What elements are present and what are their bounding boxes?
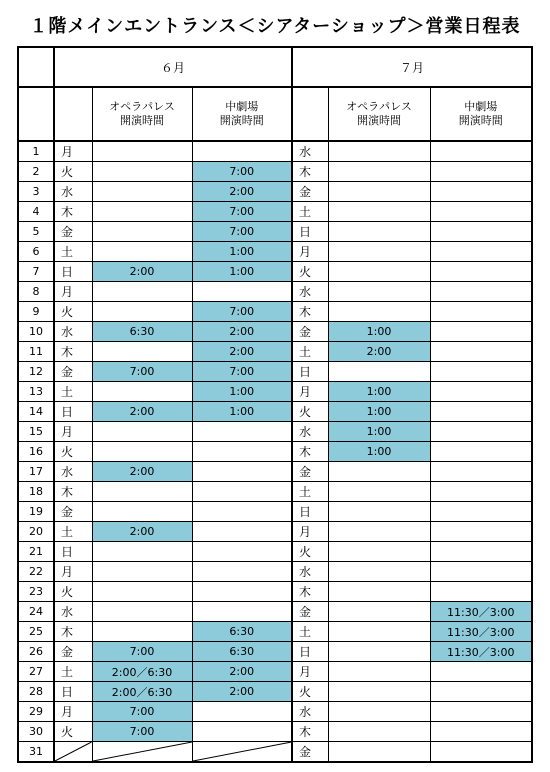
june-weekday-cell: 金 <box>54 362 92 382</box>
june-weekday-cell: 火 <box>54 162 92 182</box>
june-opera-cell: 6:30 <box>92 322 192 342</box>
july-opera-cell <box>328 162 430 182</box>
table-row <box>18 242 532 262</box>
date-cell: 15 <box>18 422 54 442</box>
date-cell: 11 <box>18 342 54 362</box>
date-cell: 18 <box>18 482 54 502</box>
june-weekday-cell: 土 <box>54 662 92 682</box>
date-header-cell <box>18 87 54 141</box>
july-chugeki-cell <box>430 422 532 442</box>
table-row <box>18 682 532 702</box>
june-weekday-cell: 金 <box>54 642 92 662</box>
june-chugeki-cell: 1:00 <box>192 402 292 422</box>
july-opera-header: オペラパレス 開演時間 <box>328 87 430 141</box>
table-row <box>18 742 532 763</box>
july-weekday-cell: 金 <box>292 322 328 342</box>
june-chugeki-cell <box>192 542 292 562</box>
july-opera-cell <box>328 602 430 622</box>
july-weekday-cell: 月 <box>292 242 328 262</box>
table-row <box>18 482 532 502</box>
july-weekday-cell: 木 <box>292 722 328 742</box>
july-chugeki-cell <box>430 522 532 542</box>
date-cell: 30 <box>18 722 54 742</box>
july-weekday-cell: 火 <box>292 682 328 702</box>
table-row <box>18 202 532 222</box>
july-opera-cell <box>328 282 430 302</box>
july-opera-cell <box>328 222 430 242</box>
not-applicable-mark <box>55 742 92 761</box>
date-cell: 16 <box>18 442 54 462</box>
table-row <box>18 722 532 742</box>
date-cell: 23 <box>18 582 54 602</box>
date-cell: 26 <box>18 642 54 662</box>
june-chugeki-cell <box>192 282 292 302</box>
june-opera-cell <box>92 162 192 182</box>
june-weekday-cell: 日 <box>54 402 92 422</box>
june-opera-cell <box>92 202 192 222</box>
july-opera-cell <box>328 542 430 562</box>
june-weekday-cell: 火 <box>54 722 92 742</box>
june-chugeki-cell <box>192 742 292 763</box>
june-weekday-cell: 月 <box>54 141 92 162</box>
table-row <box>18 342 532 362</box>
date-cell: 14 <box>18 402 54 422</box>
table-row <box>18 422 532 442</box>
june-weekday-cell: 土 <box>54 522 92 542</box>
june-weekday-cell: 水 <box>54 602 92 622</box>
july-chugeki-cell <box>430 362 532 382</box>
july-chugeki-cell <box>430 322 532 342</box>
july-chugeki-cell <box>430 722 532 742</box>
june-chugeki-cell: 7:00 <box>192 222 292 242</box>
july-opera-cell <box>328 622 430 642</box>
june-chugeki-cell: 2:00 <box>192 322 292 342</box>
june-chugeki-cell: 2:00 <box>192 182 292 202</box>
july-opera-cell <box>328 742 430 763</box>
july-chugeki-cell <box>430 242 532 262</box>
july-weekday-cell: 日 <box>292 362 328 382</box>
july-weekday-cell: 水 <box>292 702 328 722</box>
july-opera-cell <box>328 262 430 282</box>
table-row <box>18 322 532 342</box>
june-chugeki-cell <box>192 562 292 582</box>
june-chugeki-cell <box>192 502 292 522</box>
june-opera-cell <box>92 442 192 462</box>
july-chugeki-cell <box>430 222 532 242</box>
june-opera-cell: 2:00／6:30 <box>92 662 192 682</box>
date-cell: 17 <box>18 462 54 482</box>
june-opera-cell: 2:00 <box>92 462 192 482</box>
june-opera-cell <box>92 482 192 502</box>
june-weekday-cell: 土 <box>54 382 92 402</box>
june-opera-cell: 7:00 <box>92 722 192 742</box>
june-opera-cell <box>92 742 192 763</box>
june-weekday-cell: 木 <box>54 622 92 642</box>
june-chugeki-cell: 1:00 <box>192 242 292 262</box>
july-chugeki-cell <box>430 162 532 182</box>
july-opera-cell: 1:00 <box>328 442 430 462</box>
july-weekday-cell: 木 <box>292 162 328 182</box>
june-chugeki-cell: 6:30 <box>192 622 292 642</box>
june-weekday-cell: 日 <box>54 682 92 702</box>
june-opera-cell <box>92 502 192 522</box>
table-row <box>18 662 532 682</box>
july-opera-cell <box>328 582 430 602</box>
not-applicable-mark <box>93 742 192 761</box>
july-weekday-cell: 月 <box>292 382 328 402</box>
june-weekday-cell: 木 <box>54 482 92 502</box>
july-chugeki-cell <box>430 502 532 522</box>
june-weekday-cell: 火 <box>54 442 92 462</box>
june-opera-cell <box>92 542 192 562</box>
table-row <box>18 582 532 602</box>
june-weekday-cell: 日 <box>54 262 92 282</box>
june-chugeki-cell <box>192 422 292 442</box>
july-weekday-cell: 土 <box>292 342 328 362</box>
june-weekday-cell: 火 <box>54 302 92 322</box>
july-chugeki-cell <box>430 262 532 282</box>
date-cell: 19 <box>18 502 54 522</box>
june-weekday-cell: 日 <box>54 542 92 562</box>
july-weekday-cell: 水 <box>292 422 328 442</box>
june-opera-cell: 7:00 <box>92 642 192 662</box>
date-cell: 29 <box>18 702 54 722</box>
june-chugeki-cell: 6:30 <box>192 642 292 662</box>
july-opera-cell <box>328 242 430 262</box>
schedule-table <box>17 46 533 763</box>
july-chugeki-cell <box>430 282 532 302</box>
date-cell: 22 <box>18 562 54 582</box>
july-opera-cell <box>328 202 430 222</box>
june-weekday-cell: 水 <box>54 322 92 342</box>
june-opera-cell <box>92 242 192 262</box>
table-row <box>18 282 532 302</box>
june-chugeki-cell <box>192 722 292 742</box>
july-chugeki-cell: 11:30／3:00 <box>430 642 532 662</box>
july-chugeki-cell <box>430 202 532 222</box>
corner-cell <box>18 47 54 87</box>
month-june-header: ６月 <box>54 47 292 87</box>
july-chugeki-cell <box>430 582 532 602</box>
date-cell: 28 <box>18 682 54 702</box>
june-opera-cell <box>92 562 192 582</box>
june-chugeki-cell <box>192 582 292 602</box>
date-cell: 2 <box>18 162 54 182</box>
july-weekday-cell: 木 <box>292 442 328 462</box>
july-chugeki-cell <box>430 442 532 462</box>
june-chugeki-cell <box>192 482 292 502</box>
june-chugeki-cell: 1:00 <box>192 382 292 402</box>
table-row <box>18 602 532 622</box>
table-row <box>18 562 532 582</box>
july-opera-cell <box>328 302 430 322</box>
june-chugeki-cell <box>192 702 292 722</box>
july-opera-cell: 1:00 <box>328 382 430 402</box>
july-weekday-cell: 月 <box>292 662 328 682</box>
june-chugeki-cell: 1:00 <box>192 262 292 282</box>
july-opera-cell <box>328 482 430 502</box>
july-opera-cell: 1:00 <box>328 422 430 442</box>
july-weekday-cell: 木 <box>292 582 328 602</box>
table-row <box>18 262 532 282</box>
table-row <box>18 182 532 202</box>
july-opera-cell: 2:00 <box>328 342 430 362</box>
june-weekday-cell: 月 <box>54 422 92 442</box>
june-opera-cell <box>92 582 192 602</box>
june-weekday-header <box>54 87 92 141</box>
date-cell: 20 <box>18 522 54 542</box>
july-chugeki-cell <box>430 402 532 422</box>
june-opera-cell <box>92 382 192 402</box>
table-row <box>18 141 532 162</box>
july-opera-cell: 1:00 <box>328 322 430 342</box>
june-opera-cell: 7:00 <box>92 362 192 382</box>
table-row <box>18 542 532 562</box>
june-weekday-cell: 月 <box>54 562 92 582</box>
july-weekday-cell: 木 <box>292 302 328 322</box>
july-weekday-cell: 土 <box>292 482 328 502</box>
date-cell: 1 <box>18 141 54 162</box>
june-chugeki-cell: 7:00 <box>192 202 292 222</box>
june-opera-cell <box>92 222 192 242</box>
july-chugeki-cell <box>430 542 532 562</box>
june-weekday-cell: 木 <box>54 202 92 222</box>
july-opera-cell <box>328 462 430 482</box>
july-weekday-cell: 月 <box>292 522 328 542</box>
july-weekday-cell: 土 <box>292 202 328 222</box>
july-weekday-cell: 日 <box>292 222 328 242</box>
table-row <box>18 402 532 422</box>
july-opera-cell <box>328 141 430 162</box>
july-opera-cell <box>328 662 430 682</box>
june-chugeki-cell: 2:00 <box>192 682 292 702</box>
july-chugeki-cell <box>430 562 532 582</box>
table-row <box>18 162 532 182</box>
table-row <box>18 302 532 322</box>
june-chugeki-cell: 2:00 <box>192 342 292 362</box>
june-chugeki-cell <box>192 141 292 162</box>
table-row <box>18 382 532 402</box>
july-weekday-cell: 火 <box>292 402 328 422</box>
june-opera-cell <box>92 602 192 622</box>
date-cell: 31 <box>18 742 54 763</box>
july-opera-cell <box>328 502 430 522</box>
june-weekday-cell: 月 <box>54 702 92 722</box>
date-cell: 21 <box>18 542 54 562</box>
table-row <box>18 522 532 542</box>
june-chugeki-header: 中劇場 開演時間 <box>192 87 292 141</box>
july-weekday-cell: 金 <box>292 742 328 763</box>
july-chugeki-cell <box>430 462 532 482</box>
july-weekday-cell: 水 <box>292 282 328 302</box>
date-cell: 3 <box>18 182 54 202</box>
june-weekday-cell: 金 <box>54 502 92 522</box>
table-row <box>18 462 532 482</box>
june-opera-cell <box>92 622 192 642</box>
date-cell: 8 <box>18 282 54 302</box>
july-chugeki-header: 中劇場 開演時間 <box>430 87 532 141</box>
july-chugeki-cell: 11:30／3:00 <box>430 622 532 642</box>
july-weekday-cell: 金 <box>292 602 328 622</box>
july-weekday-cell: 土 <box>292 622 328 642</box>
date-cell: 9 <box>18 302 54 322</box>
date-cell: 24 <box>18 602 54 622</box>
june-opera-cell: 7:00 <box>92 702 192 722</box>
july-opera-cell <box>328 722 430 742</box>
july-opera-cell <box>328 522 430 542</box>
june-weekday-cell: 火 <box>54 582 92 602</box>
date-cell: 25 <box>18 622 54 642</box>
july-weekday-cell: 金 <box>292 462 328 482</box>
table-row <box>18 362 532 382</box>
june-weekday-cell: 金 <box>54 222 92 242</box>
date-cell: 5 <box>18 222 54 242</box>
june-opera-cell: 2:00 <box>92 402 192 422</box>
july-chugeki-cell <box>430 682 532 702</box>
june-chugeki-cell <box>192 602 292 622</box>
july-weekday-cell: 火 <box>292 262 328 282</box>
july-weekday-cell: 日 <box>292 642 328 662</box>
july-opera-cell <box>328 682 430 702</box>
june-weekday-cell <box>54 742 92 763</box>
june-opera-header: オペラパレス 開演時間 <box>92 87 192 141</box>
july-chugeki-cell <box>430 182 532 202</box>
july-weekday-cell: 水 <box>292 141 328 162</box>
july-chugeki-cell <box>430 482 532 502</box>
month-july-header: ７月 <box>292 47 532 87</box>
table-row <box>18 642 532 662</box>
date-cell: 12 <box>18 362 54 382</box>
not-applicable-mark <box>193 742 292 761</box>
july-chugeki-cell: 11:30／3:00 <box>430 602 532 622</box>
june-chugeki-cell: 7:00 <box>192 362 292 382</box>
june-opera-cell <box>92 422 192 442</box>
table-row <box>18 622 532 642</box>
july-opera-cell <box>328 362 430 382</box>
july-chugeki-cell <box>430 141 532 162</box>
table-row <box>18 502 532 522</box>
july-chugeki-cell <box>430 702 532 722</box>
june-opera-cell <box>92 302 192 322</box>
july-weekday-cell: 水 <box>292 562 328 582</box>
july-chugeki-cell <box>430 342 532 362</box>
june-opera-cell <box>92 342 192 362</box>
july-weekday-cell: 日 <box>292 502 328 522</box>
july-opera-cell <box>328 182 430 202</box>
june-chugeki-cell: 7:00 <box>192 302 292 322</box>
june-chugeki-cell <box>192 462 292 482</box>
table-row <box>18 222 532 242</box>
june-chugeki-cell: 2:00 <box>192 662 292 682</box>
table-row <box>18 702 532 722</box>
page-title: １階メインエントランス＜シアターショップ＞営業日程表 <box>29 16 521 37</box>
july-opera-cell: 1:00 <box>328 402 430 422</box>
june-opera-cell: 2:00 <box>92 262 192 282</box>
june-opera-cell <box>92 141 192 162</box>
june-chugeki-cell <box>192 522 292 542</box>
june-weekday-cell: 水 <box>54 462 92 482</box>
june-chugeki-cell <box>192 442 292 462</box>
july-chugeki-cell <box>430 742 532 763</box>
june-chugeki-cell: 7:00 <box>192 162 292 182</box>
july-weekday-cell: 火 <box>292 542 328 562</box>
july-chugeki-cell <box>430 302 532 322</box>
date-cell: 7 <box>18 262 54 282</box>
date-cell: 10 <box>18 322 54 342</box>
june-weekday-cell: 月 <box>54 282 92 302</box>
july-chugeki-cell <box>430 662 532 682</box>
june-weekday-cell: 水 <box>54 182 92 202</box>
table-row <box>18 442 532 462</box>
date-cell: 4 <box>18 202 54 222</box>
july-opera-cell <box>328 642 430 662</box>
date-cell: 13 <box>18 382 54 402</box>
june-weekday-cell: 木 <box>54 342 92 362</box>
june-opera-cell <box>92 182 192 202</box>
july-weekday-cell: 金 <box>292 182 328 202</box>
date-cell: 6 <box>18 242 54 262</box>
july-opera-cell <box>328 562 430 582</box>
july-opera-cell <box>328 702 430 722</box>
june-opera-cell: 2:00 <box>92 522 192 542</box>
june-opera-cell <box>92 282 192 302</box>
july-weekday-header <box>292 87 328 141</box>
june-opera-cell: 2:00／6:30 <box>92 682 192 702</box>
june-weekday-cell: 土 <box>54 242 92 262</box>
date-cell: 27 <box>18 662 54 682</box>
july-chugeki-cell <box>430 382 532 402</box>
